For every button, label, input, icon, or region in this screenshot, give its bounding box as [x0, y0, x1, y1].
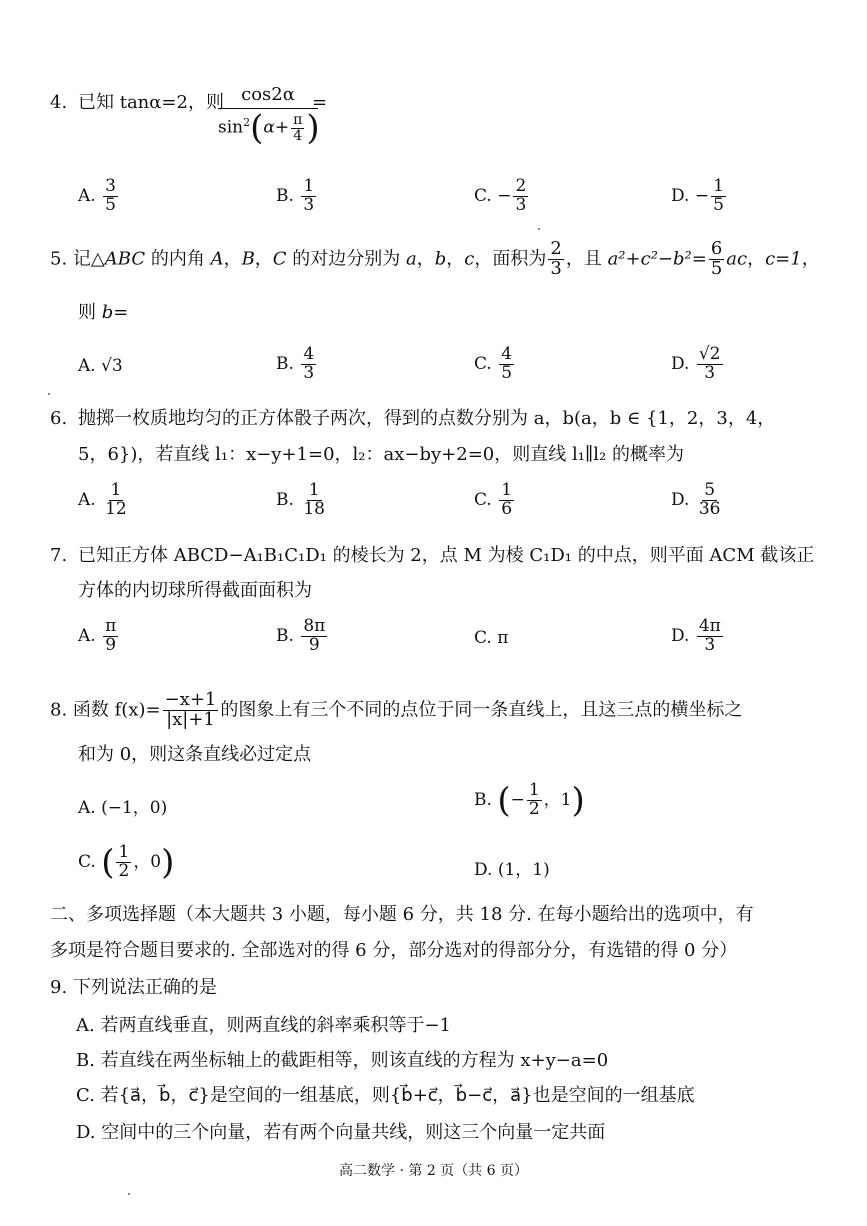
q5-option-c: C. $\frac{4}{5}$ [474, 344, 513, 383]
q9-option-a: A. 若两直线垂直，则两直线的斜率乘积等于−1 [76, 1015, 451, 1036]
q8-line1: 8. 函数 f(x)= $\frac{-x+1}{|x|+1}$ 的图象上有三个不同的点位于同一条直线上，且这三点的横坐标之 [50, 689, 743, 730]
q6-option-d: D. $\frac{5}{36}$ [671, 480, 721, 519]
q4-number: 4. [50, 92, 68, 113]
q7-option-b: B. $\frac{8\pi}{9}$ [276, 616, 326, 655]
q5-line2: 则 b= [78, 302, 129, 323]
q6-option-a: A. $\frac{1}{12}$ [78, 480, 127, 519]
scan-speck [538, 228, 540, 230]
q5-option-d: D. $\frac{√2}{3}$ [671, 344, 721, 383]
q7-line1: 已知正方体 ABCD−A₁B₁C₁D₁ 的棱长为 2，点 M 为棱 C₁D₁ 的中点，则平面 ACM 截该正 [78, 545, 815, 566]
q4-frac-num: cos2α [218, 84, 318, 109]
scan-speck [48, 393, 50, 395]
q7-number: 7. [50, 545, 68, 566]
section2-line2: 多项是符合题目要求的. 全部选对的得 6 分，部分选对的得部分分，有选错的得 0 分） [50, 940, 738, 961]
q8-option-a: A. (−1，0) [78, 798, 168, 818]
scan-speck [128, 1193, 130, 1195]
q4-frac-den: $\sin^2(\alpha+$ $\frac{\pi}{4}$ ) [218, 108, 320, 148]
q8-option-b: B. (− $\frac{1}{2}$ ，1) [474, 780, 585, 821]
q9-option-d: D. 空间中的三个向量，若有两个向量共线，则这三个向量一定共面 [76, 1122, 606, 1143]
q6-option-c: C. $\frac{1}{6}$ [474, 480, 513, 519]
q4-option-b: B. $\frac{1}{3}$ [276, 176, 315, 215]
q9-option-c: C. 若{a⃗，b⃗，c⃗}是空间的一组基底，则{b⃗+c⃗，b⃗−c⃗，a⃗}也是空间的一组基底 [76, 1085, 695, 1106]
q4-fraction [218, 84, 320, 148]
q5-option-b: B. $\frac{4}{3}$ [276, 344, 315, 383]
page-footer: 高二数学 · 第 2 页（共 6 页） [339, 1163, 528, 1179]
q4-option-a: A. $\frac{3}{5}$ [78, 176, 116, 215]
q6-option-b: B. $\frac{1}{18}$ [276, 480, 325, 519]
q8-option-d: D. (1，1) [474, 860, 550, 880]
q7-option-c: C. π [474, 628, 509, 648]
q6-number: 6. [50, 408, 68, 429]
q6-line2: 5，6})，若直线 l₁：x−y+1=0，l₂：ax−by+2=0，则直线 l₁∥l₂ 的概率为 [78, 444, 684, 465]
q6-line1: 抛掷一枚质地均匀的正方体骰子两次，得到的点数分别为 a，b(a，b ∈ {1，2，3，4， [78, 408, 776, 429]
q5-line1: 5. 记△ABC 的内角 A，B，C 的对边分别为 a，b，c，面积为 $\frac{2}{3}$ ，且 a²+c²−b²= $\frac{6}{5}$ ac，c=1， [50, 238, 820, 279]
q4-stem: 已知 tanα=2，则 [78, 92, 224, 113]
q8-line2: 和为 0，则这条直线必过定点 [78, 744, 312, 765]
q9-stem: 9. 下列说法正确的是 [50, 977, 217, 998]
q5-option-a: A. √3 [78, 356, 123, 376]
q9-option-b: B. 若直线在两坐标轴上的截距相等，则该直线的方程为 x+y−a=0 [76, 1050, 609, 1071]
q8-option-c: C. ( $\frac{1}{2}$ ，0) [78, 842, 175, 883]
q4-option-c: C. − $\frac{2}{3}$ [474, 176, 527, 215]
section2-line1: 二、多项选择题（本大题共 3 小题，每小题 6 分，共 18 分. 在每小题给出的选项中，有 [50, 904, 754, 925]
q7-option-a: A. $\frac{\pi}{9}$ [78, 616, 117, 655]
q4-eq: = [312, 92, 328, 113]
q7-line2: 方体的内切球所得截面面积为 [78, 580, 312, 601]
q7-option-d: D. $\frac{4\pi}{3}$ [671, 616, 721, 655]
q4-option-d: D. − $\frac{1}{5}$ [671, 176, 724, 215]
